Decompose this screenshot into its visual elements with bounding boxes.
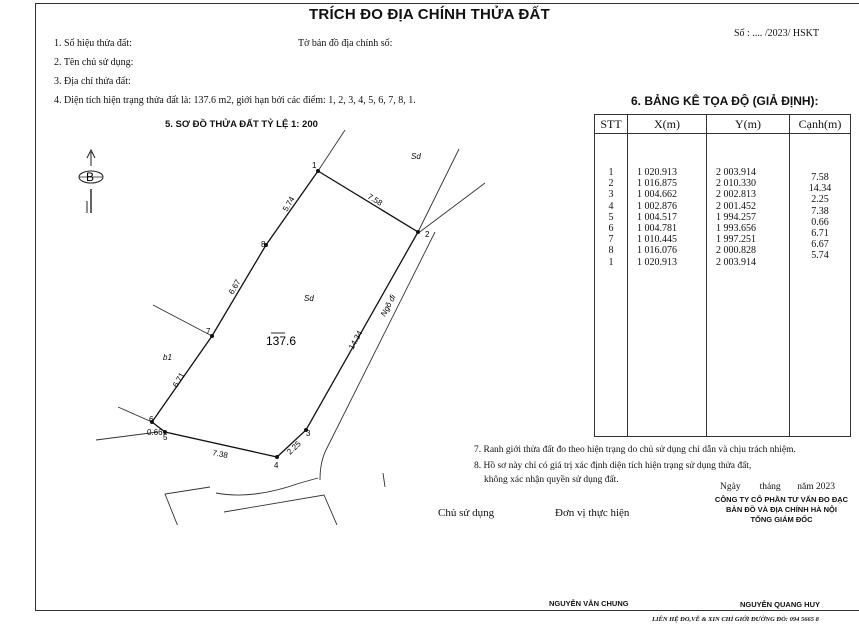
field-parcel-number: 1. Số hiệu thửa đất: — [54, 38, 132, 49]
y-cell: 2 000.828 — [716, 245, 756, 257]
stt-cell: 5 — [608, 211, 614, 223]
executor-signer-name: NGUYỄN VĂN CHUNG — [549, 599, 629, 608]
edge-cell: 7.58 — [811, 172, 829, 183]
map-title: 5. SƠ ĐỒ THỬA ĐẤT TỶ LỆ 1: 200 — [165, 119, 318, 130]
coords-title: 6. BẢNG KÊ TỌA ĐỘ (GIẢ ĐỊNH): — [631, 94, 819, 108]
x-cell: 1 004.662 — [637, 189, 677, 201]
x-cell: 1 020.913 — [637, 167, 677, 178]
stt-cell: 8 — [608, 245, 614, 257]
stt-cell: 2 — [608, 178, 614, 190]
y-cell: 2 003.914 — [716, 167, 756, 178]
y-cell: 2 001.452 — [716, 200, 756, 212]
point-label-3: 3 — [306, 429, 311, 438]
stt-cell: 4 — [608, 200, 614, 212]
x-cell: 1 020.913 — [637, 256, 677, 268]
company-name-line-2: BẢN ĐỒ VÀ ĐỊA CHÍNH HÀ NỘI — [726, 505, 837, 514]
y-cell: 2 003.914 — [716, 256, 756, 268]
y-cell: 1 997.251 — [716, 234, 756, 246]
owner-signature-label: Chủ sử dụng — [438, 507, 495, 519]
edge-label-7-8: 6.67 — [226, 278, 243, 296]
point-label-5: 5 — [163, 433, 168, 442]
edge-label-4-5: 7.38 — [211, 448, 229, 461]
edge-label-1-2: 7.58 — [365, 191, 384, 208]
edge-label-8-1: 5.74 — [280, 195, 297, 213]
field-map-sheet: Tờ bản đồ địa chính số: — [298, 38, 393, 49]
edge-labels — [147, 192, 384, 460]
x-cell: 1 004.781 — [637, 222, 677, 234]
point-label-4: 4 — [274, 461, 279, 470]
point-label-8: 8 — [261, 240, 266, 249]
edge-column — [790, 134, 851, 437]
company-block — [700, 495, 859, 525]
field-parcel-area: 4. Diện tích hiện trạng thửa đất là: 137.6 m2, giới hạn bởi các điểm: 1, 2, 3, 4, 5, 6, 7, 8, 1. — [54, 95, 416, 106]
neighbor-left-code: b1 — [163, 353, 172, 362]
stt-cell: 1 — [608, 256, 614, 268]
edge-cell: 2.25 — [811, 194, 829, 206]
x-cell: 1 016.076 — [637, 245, 677, 257]
stt-column — [595, 134, 628, 437]
coordinates-table — [594, 114, 851, 437]
point-label-7: 7 — [206, 327, 211, 336]
y-cell: 2 010.330 — [716, 178, 756, 190]
edge-cell: 7.38 — [811, 205, 829, 217]
note-7: 7. Ranh giới thửa đất đo theo hiện trạng do chủ sử dụng chỉ dẫn và chịu trách nhiệm. — [474, 445, 796, 455]
neighbor-lines — [96, 130, 485, 525]
note-8-line-2: không xác nhận quyền sử dụng đất. — [484, 475, 619, 485]
director-signer-name: NGUYỄN QUANG HUY — [740, 600, 821, 609]
note-8-line-1: 8. Hồ sơ này chỉ có giá trị xác định diện tích hiện trạng sử dụng thửa đất, — [474, 461, 752, 471]
y-column — [707, 134, 790, 437]
edge-cell: 6.67 — [811, 239, 829, 251]
date-line: Ngày tháng năm 2023 — [720, 482, 836, 492]
stt-cell: 3 — [608, 189, 614, 201]
coords-header-x: X(m) — [628, 115, 707, 134]
edge-label-6-7: 6.71 — [170, 371, 187, 389]
coords-header-row — [595, 115, 851, 134]
road-label: Ngõ đi — [378, 293, 398, 318]
edge-cell: 14.34 — [808, 183, 832, 195]
x-cell: 1 016.875 — [637, 178, 677, 190]
executor-signature-label: Đơn vị thực hiện — [555, 507, 630, 519]
coords-body-row — [595, 134, 851, 437]
edge-cell: 5.74 — [811, 250, 829, 262]
point-label-1: 1 — [312, 161, 317, 170]
field-owner-name: 2. Tên chủ sử dụng: — [54, 57, 134, 68]
coords-header-y: Y(m) — [707, 115, 790, 134]
director-title: TỔNG GIÁM ĐỐC — [750, 515, 813, 524]
stt-cell: 7 — [608, 234, 614, 246]
footer-contact: LIÊN HỆ ĐO,VẼ & XIN CHỈ GIỚI ĐƯỜNG ĐỎ: 094 5665 8 — [652, 616, 819, 623]
field-parcel-address: 3. Địa chỉ thửa đất: — [54, 76, 131, 87]
edge-label-5-6: 0.66 — [147, 428, 163, 437]
y-cell: 2 002.813 — [716, 189, 756, 201]
parcel-land-code: Sd — [304, 294, 314, 303]
document-title: TRÍCH ĐO ĐỊA CHÍNH THỬA ĐẤT — [309, 6, 550, 23]
y-cell: 1 993.656 — [716, 222, 756, 234]
coords-header-stt: STT — [595, 115, 628, 134]
north-label: B — [86, 170, 95, 184]
neighbor-land-code: Sd — [411, 152, 421, 161]
edge-label-3-4: 2.25 — [285, 439, 303, 457]
stt-cell: 6 — [608, 222, 614, 234]
edge-cell: 0.66 — [811, 216, 829, 228]
company-name-line-1: CÔNG TY CỔ PHẦN TƯ VẤN ĐO ĐẠC — [714, 495, 849, 504]
point-label-6: 6 — [149, 415, 154, 424]
edge-cell: 6.71 — [811, 227, 829, 239]
parcel-area-value: 137.6 — [266, 334, 297, 348]
stt-cell: 1 — [608, 167, 614, 178]
x-cell: 1 010.445 — [637, 234, 677, 246]
x-column — [628, 134, 707, 437]
coords-header-edge: Cạnh(m) — [790, 115, 851, 134]
x-cell: 1 004.517 — [637, 211, 677, 223]
y-cell: 1 994.257 — [716, 211, 756, 223]
point-label-2: 2 — [425, 230, 430, 239]
document-number: Số : .... /2023/ HSKT — [734, 28, 820, 39]
x-cell: 1 002.876 — [637, 200, 677, 212]
edge-label-2-3: 14.34 — [346, 329, 365, 351]
